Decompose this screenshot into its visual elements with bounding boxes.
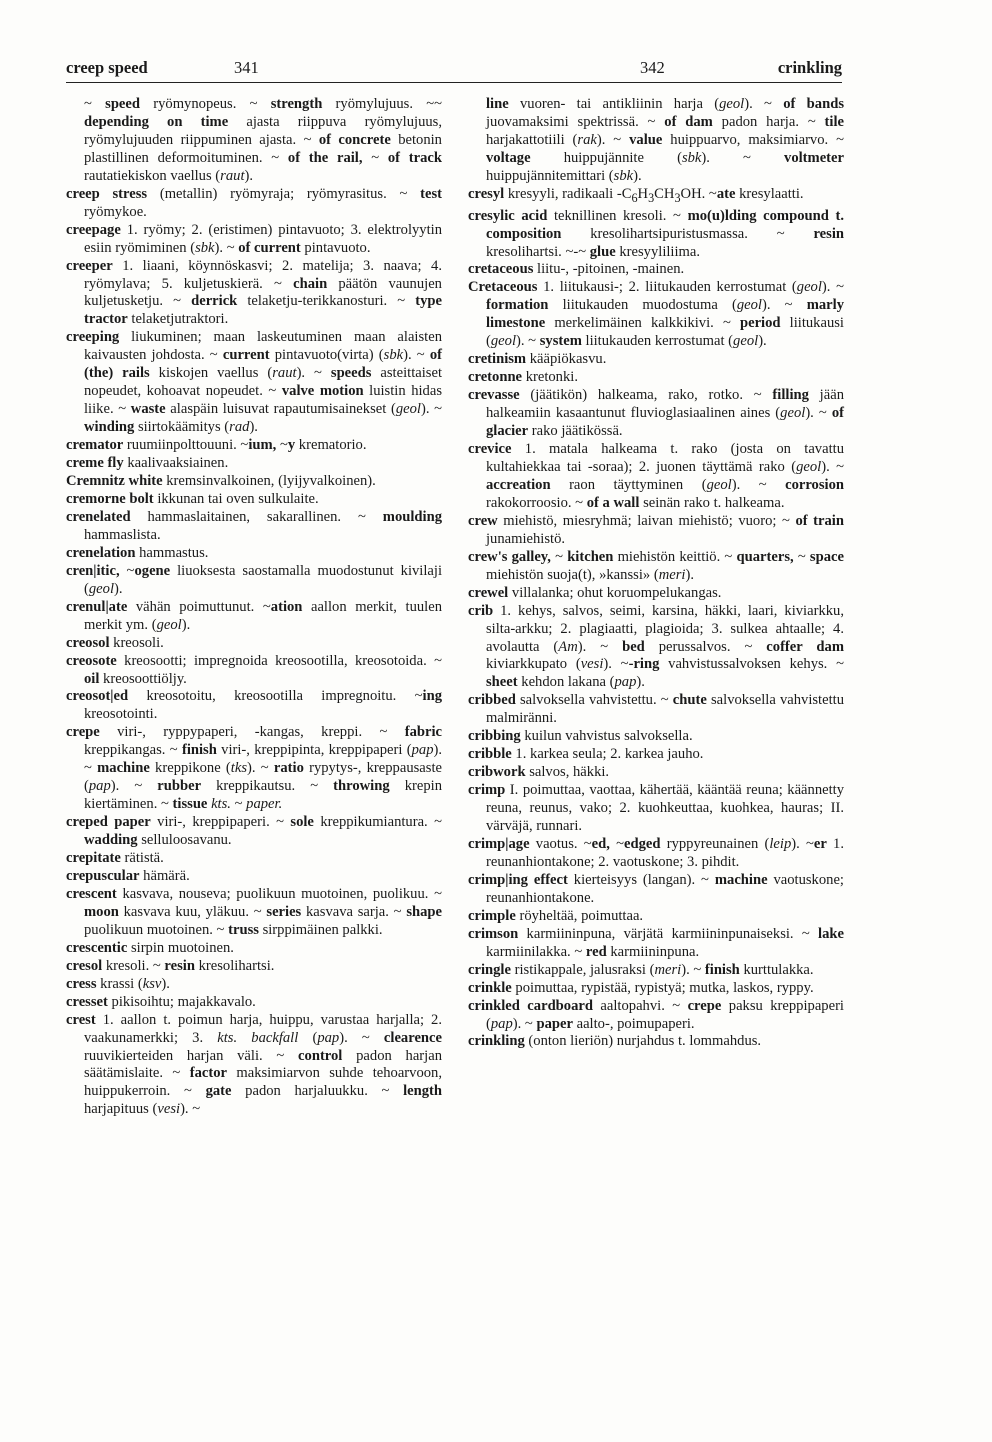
dictionary-entry: cresset pikisoihtu; majakkavalo. [66,993,256,1010]
dictionary-entry: creme fly kaalivaaksiainen. [66,455,229,472]
dictionary-entry: crib 1. kehys, salvos, seimi, karsina, häkki, laari, kiviarkku, silta-arkku; 2. plagiaatti, plagioida; 3. sulkea ahtaalle; 4. avolautta (Am). ~ bed perussalvos. ~ coffer dam kiviarkkupato (vesi). ~-ring vahvistussalvoksen kehys. ~ sheet kehdon lakana (pap). [468,602,845,691]
dictionary-entry: crew's galley, ~ kitchen miehistön keittiö. ~ quarters, ~ space miehistön suoja(t), »kanssi» (meri). [468,548,844,583]
dictionary-entry: crevice 1. matala halkeama t. rako (josta on tavattu kultahiekkaa tai -soraa); 2. juonen täyttämä rako (geol). ~ accreation raon täyttyminen (geol). ~ corrosion rakokorroosio. ~ of a wall seinän rako t. halkeama. [468,441,845,511]
dictionary-entry: cresyl kresyyli, radikaali $-C_6H_3CH_3OH$. ~ate kresylaatti. [468,185,804,205]
dictionary-entry: creosote kreosootti; impregnoida kreosootilla, kreosotoida. ~ oil kreosoottiöljy. [66,652,442,687]
dictionary-entry: crewel villalanka; ohut koruompelukangas. [468,584,722,601]
dictionary-entry: crepitate rätistä. [66,850,164,867]
dictionary-entry: cress krassi (ksv). [66,975,170,992]
header-rule [66,82,842,83]
dictionary-entry: ~ speed ryömynopeus. ~ strength ryömylujuus. ~~ depending on time ajasta riippuva ryömylujuus, ryömylujuuden riippuminen ajasta. ~ of concrete betonin plastillinen deformoituminen. ~ of the rail, ~ of track rautatiekiskon vaellus (raut). [84,96,442,184]
dictionary-entry: cribble 1. karkea seula; 2. karkea jauho. [468,746,704,763]
dictionary-entry: cribbed salvoksella vahvistettu. ~ chute salvoksella vahvistettu malmiränni. [468,692,844,727]
header-left-page-number: 341 [234,58,259,77]
dictionary-entry: crescentic sirpin muotoinen. [66,939,234,956]
dictionary-entry: creepage 1. ryömy; 2. (eristimen) pintavuoto; 3. elektrolyytin esiin ryömiminen (sbk). ~ of current pintavuoto. [66,221,442,256]
dictionary-entry: cremorne bolt ikkunan tai oven sulkulaite. [66,490,319,507]
dictionary-entry: crest 1. aallon t. poimun harja, huippu, varustaa harjalla; 2. vaakunamerkki; 3. kts. backfall (pap). ~ clearence ruuvikierteiden harjan väli. ~ control padon harjan säätämislaite. ~ factor maksimiarvon suhde tehoarvoon, huippukerroin. ~ gate padon harjaluukku. ~ length harjapituus (vesi). ~ [66,1011,442,1118]
dictionary-entry: crinkle poimuttaa, rypistää, rypistyä; mutka, laskos, ryppy. [468,979,814,996]
dictionary-entry: crinkling (onton lieriön) nurjahdus t. lommahdus. [468,1033,762,1050]
dictionary-entry: crevasse (jäätikön) halkeama, rako, rotko. ~ filling jään halkeamiin kasaantunut fluvioglasiaalinen aines (geol). ~ of glacier rako jäätikössä. [468,387,844,440]
dictionary-entry: crepe viri-, ryppypaperi, -kangas, kreppi. ~ fabric kreppikangas. ~ finish viri-, kreppipinta, kreppipaperi (pap). ~ machine kreppikone (tks). ~ ratio rypytys-, kreppausaste (pap). ~ rubber kreppikautsu. ~ throwing krepin kiertäminen. ~ tissue kts. ~ paper. [66,724,442,813]
dictionary-entry: creosol kreosoli. [66,634,164,651]
dictionary-entry: creosot|ed kreosotoitu, kreosootilla impregnoitu. ~ing kreosotointi. [66,688,442,723]
dictionary-entry: crimp|ing effect kierteisyys (langan). ~ machine vaotuskone; reunanhiontakone. [468,871,844,906]
dictionary-entry: line vuoren- tai antikliinin harja (geol). ~ of bands juovamaksimi spektrissä. ~ of dam padon harja. ~ tile harjakattotiili (rak). ~ value huippuarvo, maksimiarvo. ~ voltage huippujännite (sbk). ~ voltmeter huippujännitemittari (sbk). [486,96,844,184]
dictionary-entry: cren|itic, ~ogene liuoksesta saostamalla muodostunut kivilaji (geol). [66,562,443,597]
dictionary-entry: cremator ruumiinpolttouuni. ~ium, ~y krematorio. [66,437,367,454]
dictionary-entry: crimple röyheltää, poimuttaa. [468,907,644,924]
header-right-page-number: 342 [640,58,665,77]
header-left-guide-word: creep speed [66,58,148,77]
dictionary-entry: creeping liukuminen; maan laskeutuminen maan alaisten kaivausten johdosta. ~ current pintavuoto(virta) (sbk). ~ of (the) rails kiskojen vaellus (raut). ~ speeds asteittaiset nopeudet, kohoavat nopeudet. ~ valve motion luistin hidas liike. ~ waste alaspäin luisuvat rapautumisainekset (geol). ~ winding siirtokäämitys (rad). [66,329,443,436]
dictionary-entry: creped paper viri-, kreppipaperi. ~ sole kreppikumiantura. ~ wadding selluloosavanu. [66,814,442,849]
dictionary-entry: cretinism kääpiökasvu. [468,351,607,368]
dictionary-entry: cribwork salvos, häkki. [468,764,610,781]
dictionary-entry: crenelated hammaslaitainen, sakarallinen. ~ moulding hammaslista. [66,508,442,543]
dictionary-entry: creep stress (metallin) ryömyraja; ryömyrasitus. ~ test ryömykoe. [66,185,442,220]
dictionary-entry: Cretaceous 1. liitukausi-; 2. liitukauden kerrostumat (geol). ~ formation liitukauden muodostuma (geol). ~ marly limestone merkelimäinen kalkkikivi. ~ period liitukausi (geol). ~ system liitukauden kerrostumat (geol). [468,279,844,350]
header-right-guide-word: crinkling [777,58,842,77]
dictionary-entry: cresol kresoli. ~ resin kresolihartsi. [66,957,275,974]
dictionary-entry: cresylic acid teknillinen kresoli. ~ mo(u)lding compound t. composition kresolihartsipuristusmassa. ~ resin kresolihartsi. ~-~ glue kresyyliliima. [468,207,844,260]
dictionary-entry: crenul|ate vähän poimuttunut. ~ation aallon merkit, tuulen merkit ym. (geol). [66,598,443,633]
dictionary-entry: Cremnitz white kremsinvalkoinen, (lyijyvalkoinen). [66,473,376,490]
dictionary-entry: creeper 1. liaani, köynnöskasvi; 2. matelija; 3. naava; 4. ryömylava; 5. kuljetuskierä. ~ chain päätön vaunujen kuljetusketju. ~ derrick telaketju-terikkanosturi. ~ type tractor telaketjutraktori. [66,257,442,328]
dictionary-entry: crimson karmiininpuna, värjätä karmiininpunaiseksi. ~ lake karmiinilakka. ~ red karmiininpuna. [468,925,844,960]
left-column [66,96,442,1119]
dictionary-entry: crew miehistö, miesryhmä; laivan miehistö; vuoro; ~ of train junamiehistö. [468,512,844,547]
dictionary-entry: cretonne kretonki. [468,369,578,386]
right-column [468,96,844,1051]
dictionary-entry: cribbing kuilun vahvistus salvoksella. [468,728,693,745]
dictionary-entry: crimp|age vaotus. ~ed, ~edged ryppyreunainen (leip). ~er 1. reunanhiontakone; 2. vaotuskone; 3. pihdit. [468,835,844,870]
dictionary-entry: cretaceous liitu-, -pitoinen, -mainen. [468,261,685,278]
dictionary-entry: crenelation hammastus. [66,544,209,561]
dictionary-entry: cringle ristikappale, jalusraksi (meri). ~ finish kurttulakka. [468,961,814,978]
dictionary-entry: crescent kasvava, nouseva; puolikuun muotoinen, puolikuu. ~ moon kasvava kuu, yläkuu. ~ series kasvava sarja. ~ shape puolikuun muotoinen. ~ truss sirppimäinen palkki. [66,885,442,938]
dictionary-entry: crimp I. poimuttaa, vaottaa, kähertää, kääntää reuna; käännetty reuna, reunus, vako; 2. kuohkeuttaa, kuohkea, hauras; II. värväjä, runnari. [468,782,844,835]
dictionary-entry: crepuscular hämärä. [66,867,190,884]
dictionary-entry: crinkled cardboard aaltopahvi. ~ crepe paksu kreppipaperi (pap). ~ paper aalto-, poimupaperi. [468,997,844,1032]
